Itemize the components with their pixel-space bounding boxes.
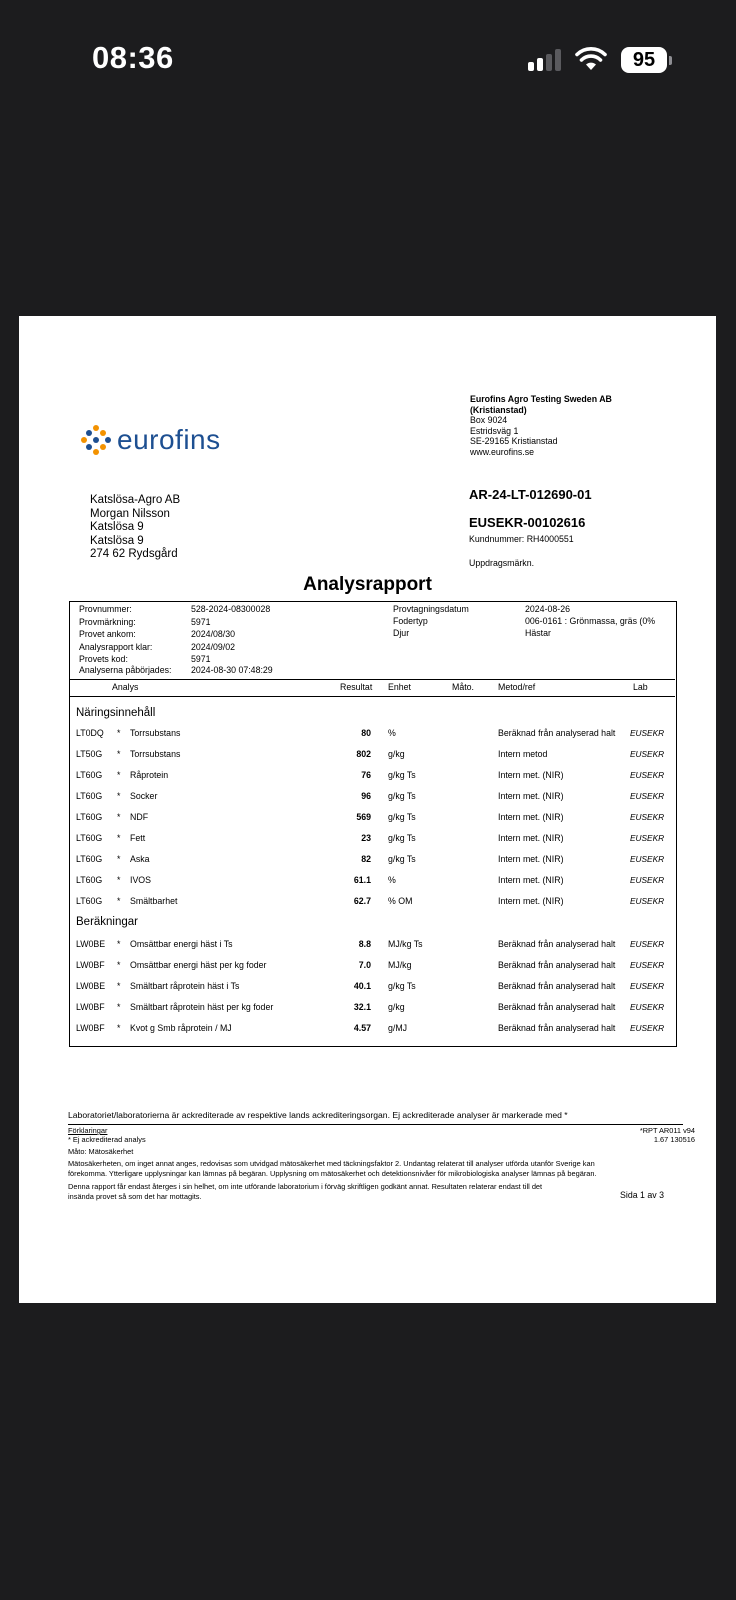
row-lab: EUSEKR <box>630 875 665 885</box>
meta-label: Provtagningsdatum <box>393 604 469 614</box>
reproduction-text: insända provet så som det har mottagits. <box>68 1192 202 1201</box>
row-lab: EUSEKR <box>630 833 665 843</box>
row-name: Fett <box>130 833 146 843</box>
not-accredited-note: * Ej ackrediterad analys <box>68 1135 146 1144</box>
row-lab: EUSEKR <box>630 770 665 780</box>
row-star: * <box>117 749 121 759</box>
row-name: Omsättbar energi häst i Ts <box>130 939 233 949</box>
row-star: * <box>117 1002 121 1012</box>
row-method: Beräknad från analyserad halt <box>498 1023 616 1033</box>
footer-divider <box>68 1124 683 1125</box>
col-enhet: Enhet <box>388 682 411 692</box>
row-star: * <box>117 896 121 906</box>
row-lab: EUSEKR <box>630 812 665 822</box>
col-metod: Metod/ref <box>498 682 536 692</box>
row-star: * <box>117 812 121 822</box>
col-analys: Analys <box>112 682 139 692</box>
row-lab: EUSEKR <box>630 939 665 949</box>
row-result: 4.57 <box>353 1023 371 1033</box>
eurofins-logo-icon <box>81 425 111 455</box>
table-row <box>70 960 675 972</box>
battery-tip <box>669 56 672 65</box>
table-row <box>70 770 675 782</box>
row-code: LT60G <box>76 812 103 822</box>
row-method: Intern met. (NIR) <box>498 875 564 885</box>
meta-value: 2024/09/02 <box>191 642 236 652</box>
mato-explanation: Måto: Mätosäkerhet <box>68 1147 134 1156</box>
row-name: NDF <box>130 812 149 822</box>
assignment-mark: Uppdragsmärkn. <box>469 558 535 568</box>
row-name: Socker <box>130 791 158 801</box>
customer-line: Katslösa 9 <box>90 534 144 547</box>
section-title: Beräkningar <box>76 916 139 928</box>
table-row <box>70 1023 675 1035</box>
meta-value: 2024/08/30 <box>191 629 236 639</box>
row-lab: EUSEKR <box>630 896 665 906</box>
row-lab: EUSEKR <box>630 749 665 759</box>
row-unit: % <box>388 728 396 738</box>
col-mato: Måto. <box>452 682 475 692</box>
meta-label: Fodertyp <box>393 616 428 626</box>
rpt-version: 1.67 130516 <box>653 1135 695 1144</box>
row-name: Omsättbar energi häst per kg foder <box>130 960 267 970</box>
lab-address-line: SE-29165 Kristianstad <box>470 436 558 446</box>
table-row <box>70 1002 675 1014</box>
row-method: Intern met. (NIR) <box>498 833 564 843</box>
row-unit: % <box>388 875 396 885</box>
section-title: Näringsinnehåll <box>76 707 156 719</box>
row-code: LW0BE <box>76 981 106 991</box>
row-lab: EUSEKR <box>630 960 665 970</box>
uncertainty-text: förekomma. Ytterligare upplysningar kan lämnas på begäran. Upplysning om mätosäkerhet och detektionsnivåer för mikrobiologiska analyser lämnas på begäran. <box>68 1169 597 1178</box>
report-id-secondary: EUSEKR-00102616 <box>469 515 586 530</box>
row-name: Aska <box>130 854 150 864</box>
row-method: Beräknad från analyserad halt <box>498 728 616 738</box>
row-name: Torrsubstans <box>130 749 181 759</box>
table-row <box>70 791 675 803</box>
wifi-icon <box>575 46 607 72</box>
table-row <box>70 812 675 824</box>
meta-label: Analyserna påbörjades: <box>79 665 172 675</box>
row-lab: EUSEKR <box>630 728 665 738</box>
rpt-code: *RPT AR011 v94 <box>639 1126 695 1135</box>
row-result: 569 <box>356 812 371 822</box>
table-row <box>70 939 675 951</box>
customer-line: 274 62 Rydsgård <box>90 548 178 560</box>
row-name: Smältbart råprotein häst per kg foder <box>130 1002 274 1012</box>
row-unit: g/kg <box>388 749 405 759</box>
row-unit: g/MJ <box>388 1023 408 1033</box>
row-name: Kvot g Smb råprotein / MJ <box>130 1023 232 1033</box>
customer-line: Morgan Nilsson <box>90 507 170 520</box>
row-unit: g/kg Ts <box>388 981 416 991</box>
meta-label: Analysrapport klar: <box>79 642 153 652</box>
row-method: Intern met. (NIR) <box>498 854 564 864</box>
row-star: * <box>117 833 121 843</box>
row-lab: EUSEKR <box>630 854 665 864</box>
row-result: 82 <box>361 854 371 864</box>
row-code: LT60G <box>76 875 103 885</box>
row-result: 7.0 <box>358 960 371 970</box>
meta-label: Provmärkning: <box>79 617 136 627</box>
row-name: Smältbarhet <box>130 896 178 906</box>
row-code: LT60G <box>76 854 103 864</box>
meta-label: Djur <box>393 628 410 638</box>
table-row <box>70 981 675 993</box>
row-result: 76 <box>361 770 371 780</box>
row-star: * <box>117 854 121 864</box>
table-row <box>70 749 675 761</box>
lab-name: Eurofins Agro Testing Sweden AB <box>470 394 612 404</box>
eurofins-logo <box>81 424 221 456</box>
lab-address-line: Box 9024 <box>470 415 508 425</box>
table-row <box>70 854 675 866</box>
row-method: Beräknad från analyserad halt <box>498 1002 616 1012</box>
customer-address <box>90 494 180 562</box>
lab-address <box>470 394 612 457</box>
row-method: Beräknad från analyserad halt <box>498 960 616 970</box>
meta-label: Provets kod: <box>79 654 128 664</box>
row-star: * <box>117 770 121 780</box>
analysis-table <box>69 601 677 1047</box>
row-code: LT60G <box>76 896 103 906</box>
customer-number: Kundnummer: RH4000551 <box>469 534 574 544</box>
customer-line: Katslösa-Agro AB <box>90 494 181 506</box>
meta-value: 5971 <box>191 617 211 627</box>
row-unit: g/kg Ts <box>388 833 416 843</box>
row-star: * <box>117 960 121 970</box>
row-code: LW0BF <box>76 1002 105 1012</box>
table-row <box>70 875 675 887</box>
lab-name-sub: (Kristianstad) <box>470 404 527 415</box>
lab-address-line: Estridsväg 1 <box>470 425 519 436</box>
meta-value: 006-0161 : Grönmassa, gräs (0% <box>525 616 656 626</box>
row-name: Smältbart råprotein häst i Ts <box>130 981 240 991</box>
row-method: Intern met. (NIR) <box>498 791 564 801</box>
row-result: 80 <box>361 728 371 738</box>
row-unit: g/kg Ts <box>388 812 416 822</box>
table-row <box>70 833 675 845</box>
row-result: 802 <box>356 749 371 759</box>
row-code: LW0BE <box>76 939 106 949</box>
col-lab: Lab <box>633 682 648 692</box>
meta-value: 528-2024-08300028 <box>191 604 271 614</box>
meta-value: 5971 <box>191 654 211 664</box>
row-name: Råprotein <box>130 770 169 780</box>
row-code: LT60G <box>76 833 103 843</box>
page-number: Sida 1 av 3 <box>620 1190 665 1200</box>
row-star: * <box>117 875 121 885</box>
table-row <box>70 728 675 740</box>
report-page <box>19 316 716 1303</box>
row-result: 61.1 <box>353 875 371 885</box>
row-method: Intern met. (NIR) <box>498 770 564 780</box>
row-code: LT60G <box>76 770 103 780</box>
eurofins-logo-text: eurofins <box>117 424 221 455</box>
row-lab: EUSEKR <box>630 1002 665 1012</box>
reproduction-text: Denna rapport får endast återges i sin helhet, om inte utförande laboratorium i förväg skriftligen godkänt annat. Resultaten relaterar endast till det <box>68 1182 543 1191</box>
row-code: LW0BF <box>76 1023 105 1033</box>
row-result: 32.1 <box>353 1002 371 1012</box>
meta-label: Provnummer: <box>79 604 132 614</box>
row-method: Intern met. (NIR) <box>498 812 564 822</box>
battery-indicator: 95 <box>621 47 667 73</box>
row-code: LW0BF <box>76 960 105 970</box>
accreditation-note: Laboratoriet/laboratorierna är ackrediterade av respektive lands ackrediteringsorgan. Ej ackrediterade analyser är markerade med * <box>68 1110 568 1120</box>
row-unit: % OM <box>388 896 413 906</box>
row-name: IVOS <box>130 875 152 885</box>
status-bar <box>0 0 736 120</box>
row-result: 23 <box>361 833 371 843</box>
row-code: LT60G <box>76 791 103 801</box>
meta-value: 2024-08-30 07:48:29 <box>191 665 273 675</box>
report-identifiers <box>469 487 592 568</box>
row-unit: g/kg Ts <box>388 791 416 801</box>
row-unit: MJ/kg Ts <box>388 939 423 949</box>
row-unit: g/kg Ts <box>388 854 416 864</box>
row-star: * <box>117 728 121 738</box>
row-lab: EUSEKR <box>630 1023 665 1033</box>
status-time: 08:36 <box>92 40 174 75</box>
row-lab: EUSEKR <box>630 981 665 991</box>
row-star: * <box>117 981 121 991</box>
row-star: * <box>117 939 121 949</box>
table-header <box>70 679 675 697</box>
meta-label: Provet ankom: <box>79 629 136 639</box>
meta-value: Hästar <box>525 628 551 638</box>
explanations-heading: Förklaringar <box>68 1126 108 1135</box>
row-result: 40.1 <box>353 981 371 991</box>
col-resultat: Resultat <box>340 682 373 692</box>
lab-website: www.eurofins.se <box>470 446 535 457</box>
row-name: Torrsubstans <box>130 728 181 738</box>
report-title: Analysrapport <box>303 574 432 595</box>
row-unit: g/kg Ts <box>388 770 416 780</box>
uncertainty-text: Mätosäkerheten, om inget annat anges, redovisas som utvidgad mätosäkerhet med täckningsfaktor 2. Undantag relaterat till analyser utförda utanför Sverige kan <box>68 1159 595 1168</box>
customer-line: Katslösa 9 <box>90 521 144 533</box>
row-unit: MJ/kg <box>388 960 412 970</box>
meta-value: 2024-08-26 <box>525 604 570 614</box>
row-result: 62.7 <box>353 896 371 906</box>
table-row <box>70 896 675 908</box>
row-code: LT50G <box>76 749 103 759</box>
row-method: Beräknad från analyserad halt <box>498 981 616 991</box>
row-result: 8.8 <box>358 939 371 949</box>
row-method: Intern metod <box>498 749 548 759</box>
row-method: Intern met. (NIR) <box>498 896 564 906</box>
row-lab: EUSEKR <box>630 791 665 801</box>
cellular-signal-icon <box>528 49 562 71</box>
row-star: * <box>117 1023 121 1033</box>
row-unit: g/kg <box>388 1002 405 1012</box>
row-method: Beräknad från analyserad halt <box>498 939 616 949</box>
row-code: LT0DQ <box>76 728 104 738</box>
row-result: 96 <box>361 791 371 801</box>
report-id: AR-24-LT-012690-01 <box>469 487 592 502</box>
row-star: * <box>117 791 121 801</box>
